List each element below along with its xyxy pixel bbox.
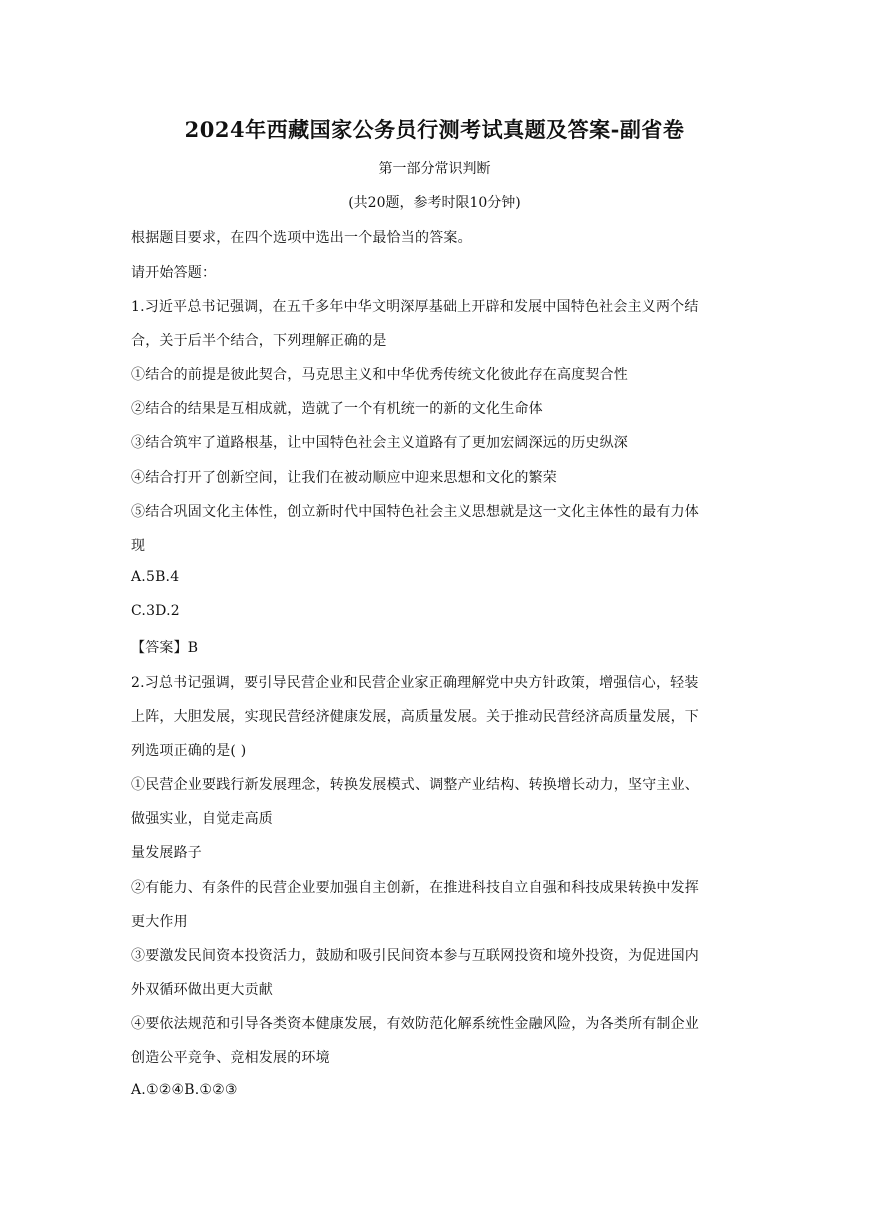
q1-option-5-line-1: ⑤结合巩固文化主体性，创立新时代中国特色社会主义思想就是这一文化主体性的最有力体 — [131, 504, 699, 520]
instructions-text: 根据题目要求，在四个选项中选出一个最恰当的答案。 — [131, 230, 472, 246]
q1-choices-ab: A.5B.4 — [131, 569, 180, 585]
q2-option-4-line-2: 创造公平竞争、竞相发展的环境 — [131, 1050, 330, 1066]
start-prompt: 请开始答题： — [131, 265, 217, 281]
q1-stem-line-1: 1.习近平总书记强调，在五千多年中华文明深厚基础上开辟和发展中国特色社会主义两个结 — [131, 299, 699, 315]
q2-option-1-line-2: 做强实业，自觉走高质 — [131, 811, 273, 827]
q2-option-4-line-1: ④要依法规范和引导各类资本健康发展，有效防范化解系统性金融风险，为各类所有制企业 — [131, 1016, 699, 1032]
q2-choices-ab: A.①②④B.①②③ — [131, 1082, 238, 1098]
q2-option-3-line-2: 外双循环做出更大贡献 — [131, 982, 273, 998]
q2-option-3-line-1: ③要激发民间资本投资活力，鼓励和吸引民间资本参与互联网投资和境外投资，为促进国内 — [131, 948, 699, 964]
q1-stem-line-2: 合，关于后半个结合，下列理解正确的是 — [131, 333, 387, 349]
q1-option-2: ②结合的结果是互相成就，造就了一个有机统一的新的文化生命体 — [131, 401, 543, 417]
q2-stem-line-3: 列选项正确的是( ) — [131, 743, 247, 759]
q2-option-2-line-2: 更大作用 — [131, 914, 188, 930]
q1-option-1: ①结合的前提是彼此契合，马克思主义和中华优秀传统文化彼此存在高度契合性 — [131, 367, 628, 383]
q2-option-1-line-1: ①民营企业要践行新发展理念，转换发展模式、调整产业结构、转换增长动力，坚守主业、 — [131, 777, 699, 793]
q1-option-5-line-2: 现 — [131, 538, 146, 554]
q2-stem-line-1: 2.习总书记强调，要引导民营企业和民营企业家正确理解党中央方针政策，增强信心，轻装 — [131, 675, 699, 691]
section-heading: 第一部分常识判断 — [378, 161, 491, 177]
q2-stem-line-2: 上阵，大胆发展，实现民营经济健康发展，高质量发展。关于推动民营经济高质量发展，下 — [131, 709, 699, 725]
section-note: (共20题，参考时限10分钟) — [348, 195, 521, 211]
q1-option-4: ④结合打开了创新空间，让我们在被动顺应中迎来思想和文化的繁荣 — [131, 470, 557, 486]
document-title: 2024年西藏国家公务员行测考试真题及答案-副省卷 — [184, 117, 685, 142]
q1-answer: 【答案】B — [131, 640, 199, 656]
q1-choices-cd: C.3D.2 — [131, 603, 180, 619]
q2-option-1-line-3: 量发展路子 — [131, 845, 202, 861]
q1-option-3: ③结合筑牢了道路根基，让中国特色社会主义道路有了更加宏阔深远的历史纵深 — [131, 435, 628, 451]
q2-option-2-line-1: ②有能力、有条件的民营企业要加强自主创新，在推进科技自立自强和科技成果转换中发挥 — [131, 880, 699, 896]
